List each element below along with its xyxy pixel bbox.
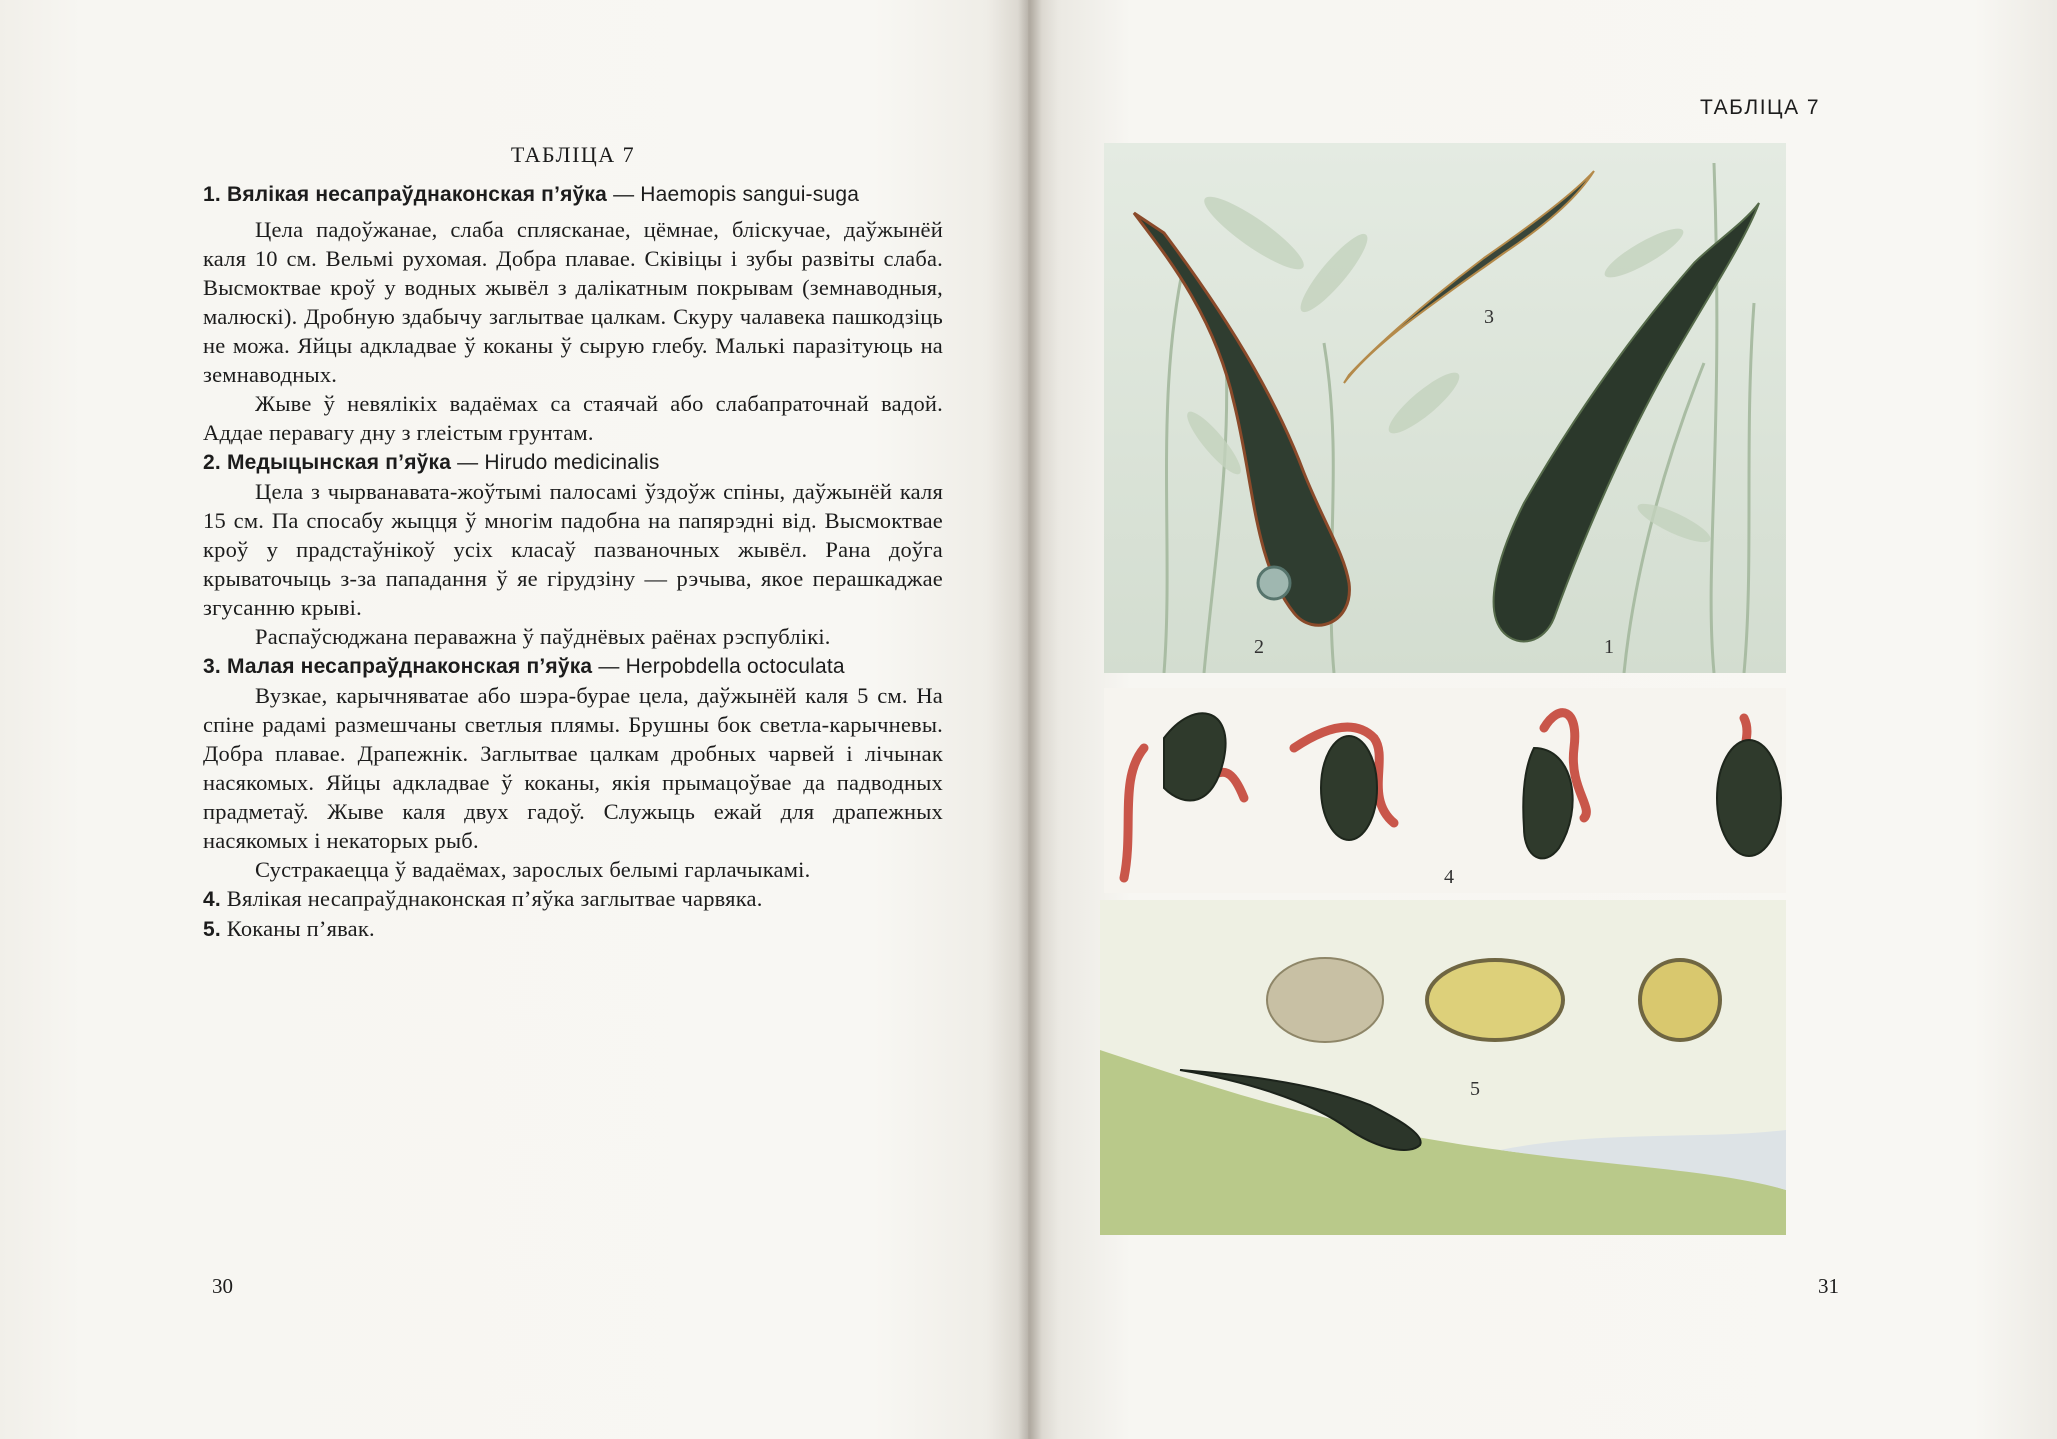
entry-1-paragraph-2: Жыве ў невялікіх вадаёмах са стаячай або слабапраточнай вадой. Аддае перавагу дну з глеістым грунтам. bbox=[203, 391, 943, 445]
page-number-right: 31 bbox=[1818, 1274, 1839, 1298]
page-number-left: 30 bbox=[212, 1274, 233, 1298]
right-page-header: ТАБЛІЦА 7 bbox=[1700, 96, 1821, 119]
entry-2-title: 2. Медыцынская п’яўка bbox=[203, 451, 452, 474]
cocoon-section-cross bbox=[1640, 960, 1720, 1040]
illustration-cocoons bbox=[1100, 900, 1786, 1235]
feeding-svg bbox=[1104, 688, 1786, 893]
cocoon-whole bbox=[1267, 958, 1383, 1042]
table-title: ТАБЛІЦА 7 bbox=[510, 142, 636, 167]
entry-4 bbox=[203, 884, 943, 914]
leech-2-sucker bbox=[1258, 567, 1290, 599]
left-page-text bbox=[203, 140, 943, 944]
entry-2-paragraph-2: Распаўсюджана пераважна ў паўднёвых раёнах рэспублікі. bbox=[255, 624, 831, 649]
entry-5-number: 5. bbox=[203, 918, 221, 941]
figure-label-3: 3 bbox=[1484, 306, 1494, 328]
entry-1-paragraph-1: Цела падоўжанае, слаба сплясканае, цёмнае, бліскучае, даўжынёй каля 10 см. Вельмі рухомая. Добра плавае. Сківіцы і зубы развіты слаба. Высмоктвае кроў у водных жывёл з далікатным покрывам (земнаводныя, малюскі). Дробную здабычу заглытвае цалкам. Скуру чалавека пашкодзіць не можа. Яйцы адкладвае ў коканы ў сырую глебу. Малькі паразітуюць на земнаводных. bbox=[203, 217, 943, 387]
entry-3-latin: — Herpobdella octoculata bbox=[592, 655, 845, 678]
entry-1-title: 1. Вялікая несапраўднаконская п’яўка bbox=[203, 183, 608, 206]
entry-2-latin: — Hirudo medicinalis bbox=[451, 451, 660, 474]
entry-1-latin: — Haemopis sangui-suga bbox=[607, 183, 860, 206]
entry-1-heading bbox=[203, 179, 943, 209]
entry-4-text: Вялікая несапраўднаконская п’яўка заглытвае чарвяка. bbox=[220, 886, 763, 911]
entry-2-heading bbox=[203, 447, 943, 477]
entry-2-paragraph-1: Цела з чырванавата-жоўтымі палосамі ўздоўж спіны, даўжынёй каля 15 см. Па спосабу жыцця ў многім падобна на папярэдні від. Высмоктвае кроў у прадстаўнікоў усіх класаў пазваночных жывёл. Рана доўга крываточыць з-за пападання ў яе гірудзіну — рэчыва, якое перашкаджае згусанню крыві. bbox=[203, 479, 943, 620]
feeding-leeches bbox=[1164, 713, 1781, 858]
entry-3-paragraph-1: Вузкае, карычняватае або шэра-бурае цела, даўжынёй каля 5 см. На спіне радамі размешчаны светлыя плямы. Брушны бок светла-карычневы. Добра плавае. Драпежнік. Заглытвае цалкам дробных чарвей і лічынак насякомых. Яйцы адкладвае ў коканы, якія прымацоўвае да падводных прадметаў. Жыве каля двух гадоў. Служыць ежай для драпежных насякомых і некаторых рыб. bbox=[203, 683, 943, 853]
figure-label-2: 2 bbox=[1254, 636, 1264, 658]
entry-5-text: Коканы п’явак. bbox=[220, 916, 375, 941]
cocoon-section-long bbox=[1427, 960, 1563, 1040]
figure-label-5: 5 bbox=[1470, 1078, 1480, 1100]
illustration-feeding-sequence bbox=[1104, 688, 1786, 893]
entry-5 bbox=[203, 914, 943, 944]
book-gutter bbox=[1018, 0, 1042, 1439]
cocoons-svg bbox=[1100, 900, 1786, 1235]
illustration-leeches bbox=[1104, 143, 1786, 673]
leeches-svg bbox=[1104, 143, 1786, 673]
figure-label-1: 1 bbox=[1604, 636, 1614, 658]
entry-3-heading bbox=[203, 651, 943, 681]
water-background bbox=[1104, 143, 1786, 673]
entry-3-title: 3. Малая несапраўднаконская п’яўка bbox=[203, 655, 593, 678]
figure-label-4: 4 bbox=[1444, 866, 1454, 888]
entry-3-paragraph-2: Сустракаецца ў вадаёмах, зарослых белымі гарлачыкамі. bbox=[255, 857, 811, 882]
entry-4-number: 4. bbox=[203, 888, 221, 911]
